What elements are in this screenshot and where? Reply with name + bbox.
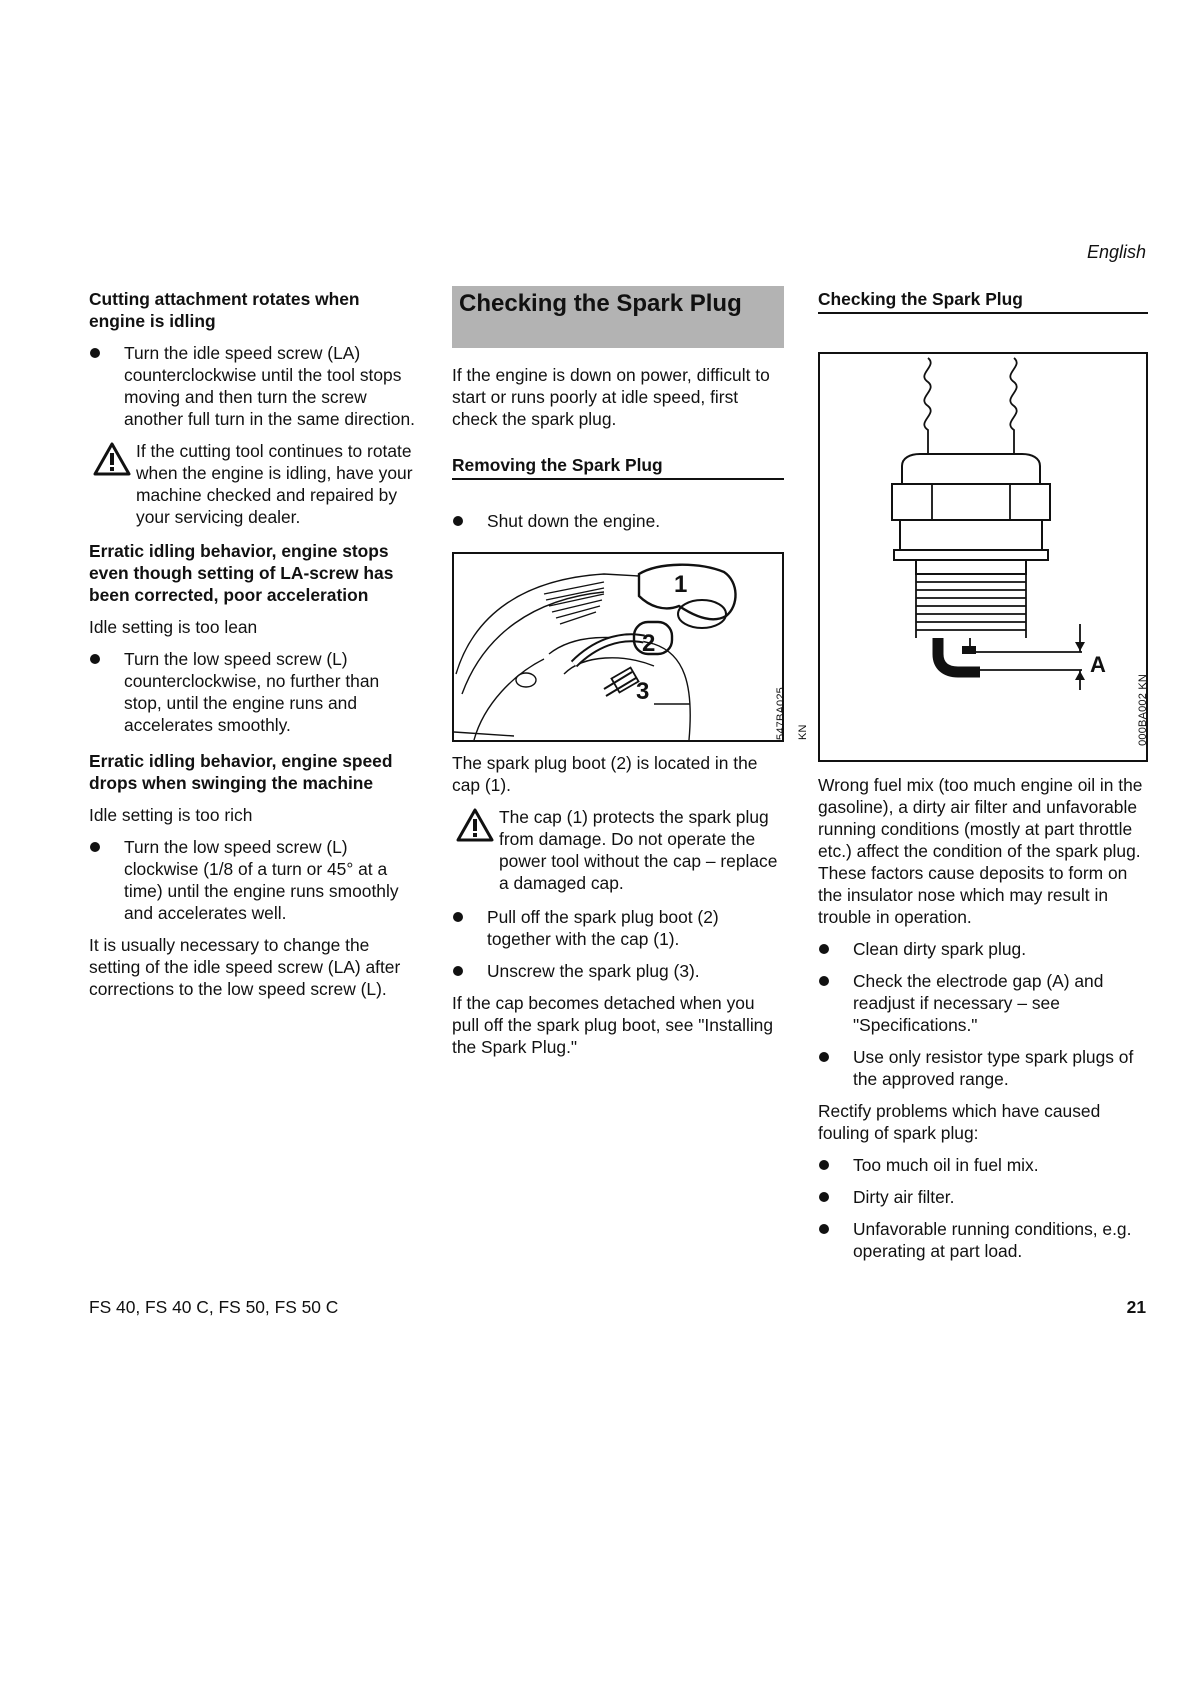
engine-illustration: [454, 554, 782, 740]
paragraph: Idle setting is too rich: [89, 805, 253, 825]
list-item: Unfavorable running conditions, e.g. operating at part load.: [818, 1218, 1148, 1262]
bullet-icon: [453, 966, 463, 976]
bullet-icon: [453, 912, 463, 922]
figure-code: 000BA002 KN: [1137, 674, 1149, 746]
bullet-icon: [819, 1192, 829, 1202]
list-item: Shut down the engine.: [452, 510, 784, 532]
warning-note: If the cutting tool continues to rotate when the engine is idling, have your machine checked and repaired by your servicing dealer.: [89, 440, 419, 528]
section-title: Checking the Spark Plug: [452, 286, 784, 348]
page-number: 21: [1126, 1297, 1146, 1317]
bullet-icon: [819, 1052, 829, 1062]
warning-note: The cap (1) protects the spark plug from damage. Do not operate the power tool without the cap – replace a damaged cap.: [452, 806, 784, 894]
section-title: Checking the Spark Plug: [818, 288, 1148, 314]
column-right: [818, 288, 1148, 1272]
figure-spark-plug-boot: [452, 552, 809, 742]
bullet-icon: [90, 842, 100, 852]
list-item: Unscrew the spark plug (3).: [452, 960, 784, 982]
paragraph: Wrong fuel mix (too much engine oil in the gasoline), a dirty air filter and unfavorable running conditions (mostly at part throttle etc.) affect the condition of the spark plug. These factors cause deposits to form on the insulator nose which may result in trouble in operation.: [818, 775, 1143, 927]
paragraph: If the cap becomes detached when you pull off the spark plug boot, see "Installing the Spark Plug.": [452, 993, 774, 1057]
bullet-icon: [819, 1224, 829, 1234]
heading-erratic-idling-lean: Erratic idling behavior, engine stops even though setting of LA-screw has been corrected, poor acceleration: [89, 541, 394, 605]
paragraph: The spark plug boot (2) is located in the cap (1).: [452, 753, 758, 795]
list-item: Turn the idle speed screw (LA) counterclockwise until the tool stops moving and then turn the screw another full turn in the same direction.: [89, 342, 419, 430]
list-item: Turn the low speed screw (L) counterclockwise, no further than stop, until the engine runs and accelerates smoothly.: [89, 648, 419, 736]
bullet-icon: [819, 976, 829, 986]
gap-label-a: A: [1090, 652, 1106, 677]
footer-model-list: FS 40, FS 40 C, FS 50, FS 50 C: [89, 1297, 339, 1317]
heading-cutting-attachment: Cutting attachment rotates when engine is idling: [89, 289, 360, 331]
bullet-icon: [819, 944, 829, 954]
figure-code: 547BA025 KN: [775, 687, 809, 740]
list-item: Too much oil in fuel mix.: [818, 1154, 1148, 1176]
figure-spark-plug: [818, 352, 1148, 762]
subheading-removing-spark-plug: Removing the Spark Plug: [452, 454, 784, 480]
warning-icon: [93, 442, 131, 476]
paragraph: Rectify problems which have caused fouling of spark plug:: [818, 1101, 1101, 1143]
callout-label-2: 2: [642, 630, 656, 657]
bullet-icon: [90, 348, 100, 358]
list-item: Clean dirty spark plug.: [818, 938, 1148, 960]
warning-icon: [456, 808, 494, 842]
bullet-icon: [90, 654, 100, 664]
list-item: Use only resistor type spark plugs of the approved range.: [818, 1046, 1148, 1090]
list-item: Pull off the spark plug boot (2) together with the cap (1).: [452, 906, 784, 950]
column-middle: [452, 288, 809, 1068]
bullet-icon: [819, 1160, 829, 1170]
bullet-icon: [453, 516, 463, 526]
column-left: [89, 288, 419, 1010]
spark-plug-illustration: [820, 354, 1146, 760]
language-label: English: [1086, 242, 1146, 262]
paragraph: Idle setting is too lean: [89, 617, 258, 637]
paragraph: If the engine is down on power, difficult to start or runs poorly at idle speed, first check the spark plug.: [452, 365, 770, 429]
paragraph: It is usually necessary to change the setting of the idle speed screw (LA) after corrections to the low speed screw (L).: [89, 935, 401, 999]
list-item: Dirty air filter.: [818, 1186, 1148, 1208]
callout-label-1: 1: [674, 571, 688, 598]
list-item: Turn the low speed screw (L) clockwise (1/8 of a turn or 45° at a time) until the engine runs smoothly and accelerates well.: [89, 836, 419, 924]
list-item: Check the electrode gap (A) and readjust if necessary – see "Specifications.": [818, 970, 1148, 1036]
callout-label-3: 3: [636, 678, 650, 705]
heading-erratic-idling-rich: Erratic idling behavior, engine speed drops when swinging the machine: [89, 751, 393, 793]
